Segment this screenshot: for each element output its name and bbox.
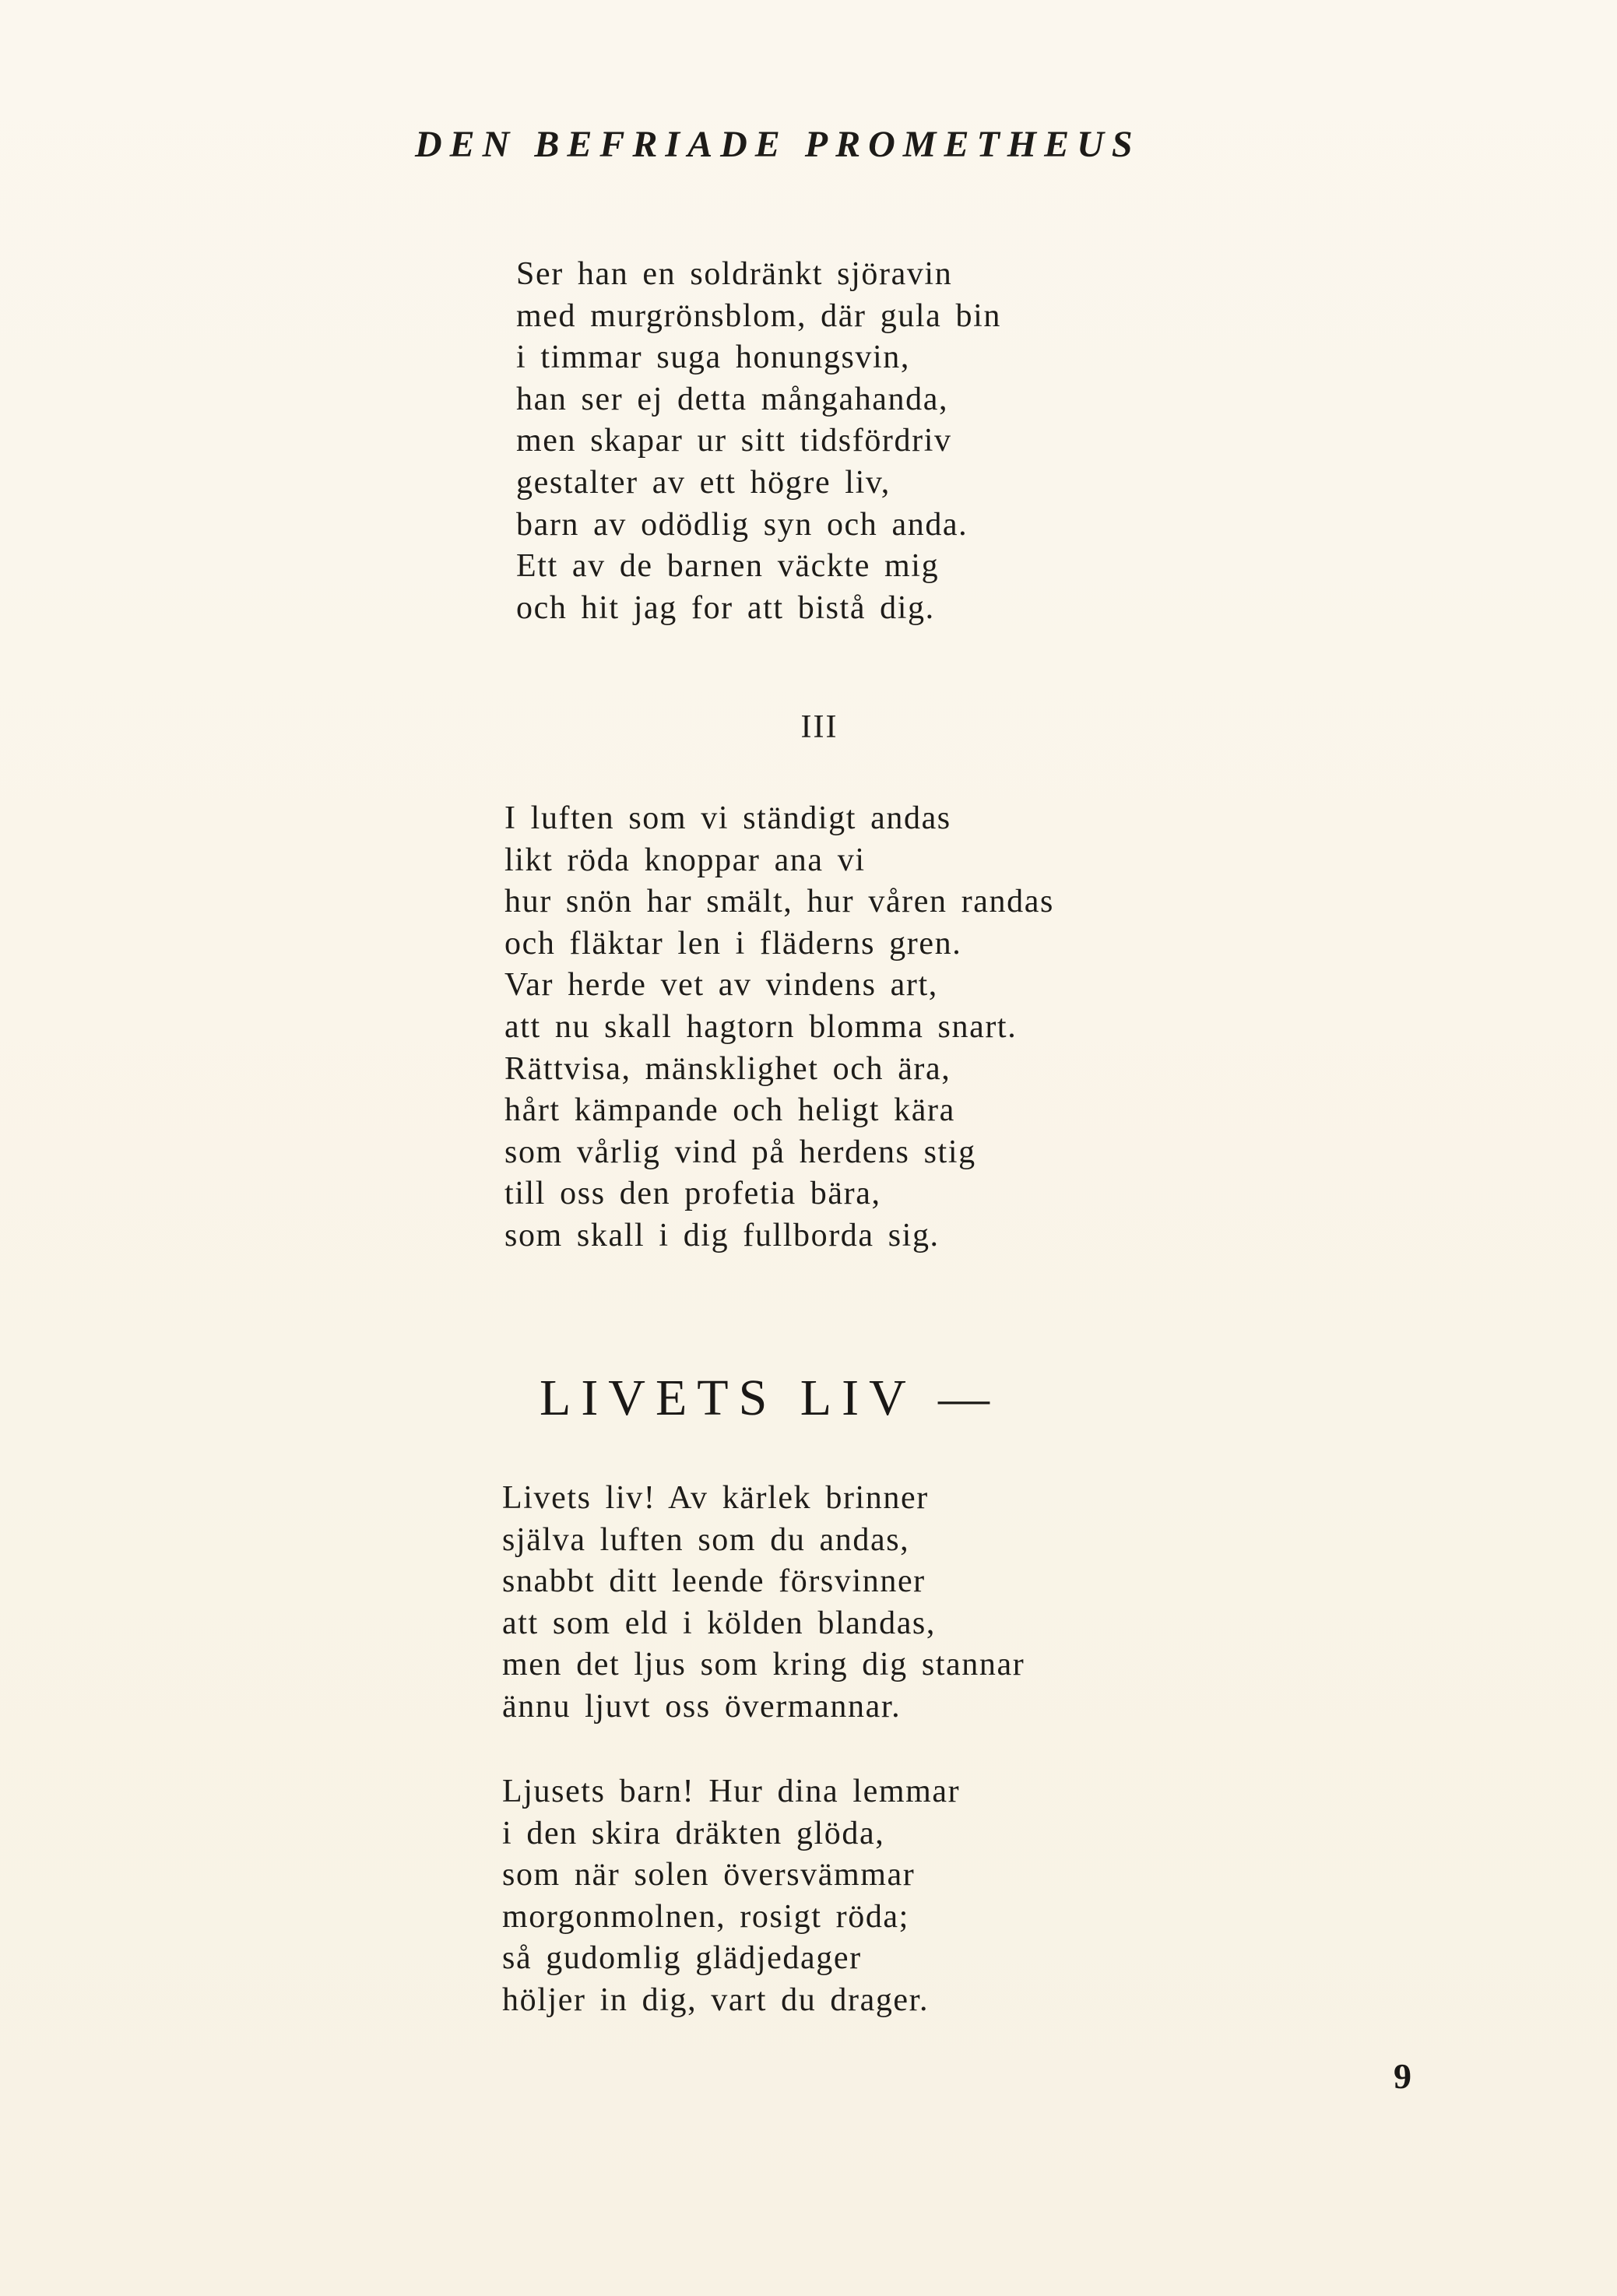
- stanza: [516, 254, 1001, 629]
- verse-line: som skall i dig fullborda sig.: [504, 1217, 940, 1253]
- verse-line: snabbt ditt leende försvinner: [502, 1563, 926, 1600]
- verse-line: med murgrönsblom, där gula bin: [516, 297, 1001, 334]
- running-head: DEN BEFRIADE PROMETHEUS: [415, 124, 1141, 165]
- verse-line: och fläktar len i fläderns gren.: [504, 925, 962, 962]
- verse-line: likt röda knoppar ana vi: [504, 842, 866, 878]
- verse-line: till oss den profetia bära,: [504, 1176, 881, 1212]
- verse-line: själva luften som du andas,: [502, 1521, 910, 1558]
- verse-line: Ser han en soldränkt sjöravin: [516, 256, 953, 292]
- verse-line: hårt kämpande och heligt kära: [504, 1092, 955, 1129]
- verse-line: så gudomlig glädjedager: [502, 1940, 862, 1977]
- verse-line: gestalter av ett högre liv,: [516, 464, 891, 501]
- poem-title: LIVETS LIV —: [540, 1370, 1000, 1426]
- verse-line: Livets liv! Av kärlek brinner: [502, 1480, 929, 1516]
- verse-line: Ett av de barnen väckte mig: [516, 548, 940, 585]
- verse-line: men det ljus som kring dig stannar: [502, 1647, 1025, 1683]
- stanza: [502, 1478, 1025, 1728]
- verse-line: I luften som vi ständigt andas: [504, 800, 951, 836]
- verse-line: i timmar suga honungsvin,: [516, 339, 910, 376]
- verse-line: att som eld i kölden blandas,: [502, 1605, 936, 1641]
- verse-line: morgonmolnen, rosigt röda;: [502, 1898, 909, 1935]
- verse-line: barn av odödlig syn och anda.: [516, 506, 968, 543]
- verse-line: han ser ej detta mångahanda,: [516, 381, 949, 417]
- section-number: III: [800, 709, 838, 745]
- verse-line: Ljusets barn! Hur dina lemmar: [502, 1774, 961, 1809]
- verse-line: att nu skall hagtorn blomma snart.: [504, 1008, 1018, 1045]
- verse-line: höljer in dig, vart du drager.: [502, 1981, 930, 2018]
- verse-line: Rättvisa, mänsklighet och ära,: [504, 1050, 951, 1087]
- stanza: [504, 798, 1054, 1257]
- verse-line: i den skira dräkten glöda,: [502, 1815, 885, 1851]
- verse-line: ännu ljuvt oss övermannar.: [502, 1688, 902, 1725]
- verse-line: som när solen översvämmar: [502, 1857, 916, 1893]
- page-number: 9: [1394, 2056, 1411, 2096]
- verse-line: men skapar ur sitt tidsfördriv: [516, 423, 952, 459]
- verse-line: hur snön har smält, hur våren randas: [504, 884, 1054, 920]
- verse-line: som vårlig vind på herdens stig: [504, 1134, 976, 1170]
- verse-line: Var herde vet av vindens art,: [504, 967, 938, 1004]
- verse-line: och hit jag for att bistå dig.: [516, 589, 935, 626]
- stanza: [502, 1771, 960, 2022]
